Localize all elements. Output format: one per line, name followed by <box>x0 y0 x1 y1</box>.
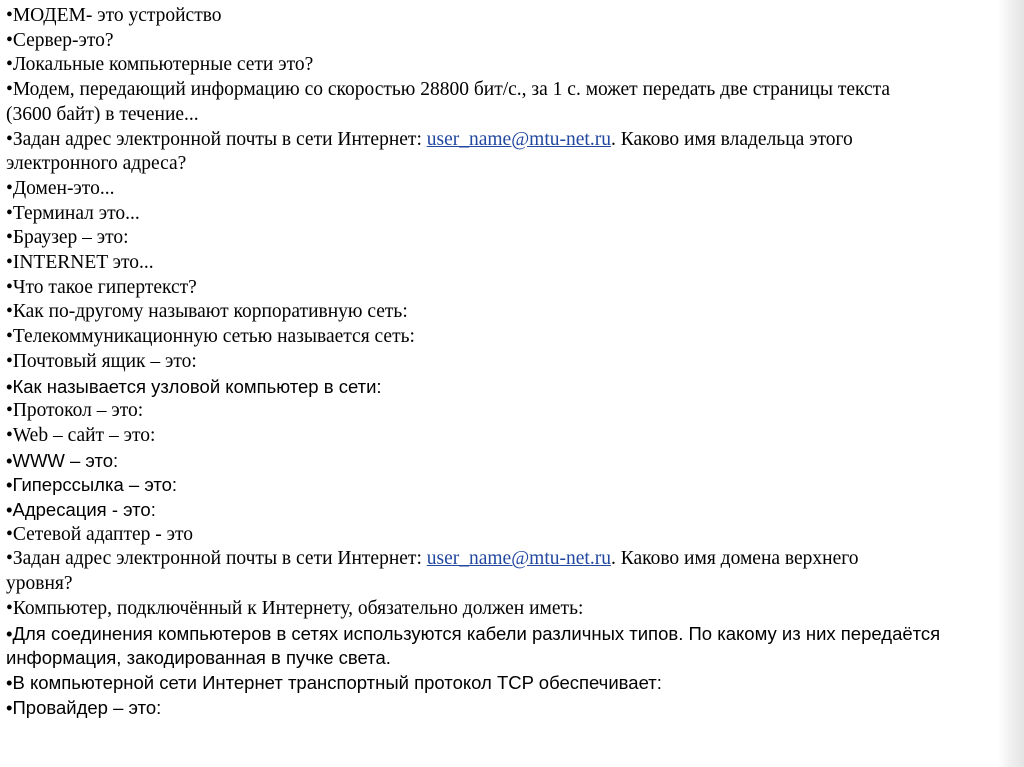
question-www: •WWW – это: <box>6 449 119 471</box>
question-hyperlink: •Гиперссылка – это: <box>6 474 178 496</box>
question-modem-speed-cont: (3600 байт) в течение... <box>6 103 199 125</box>
question-corporate-network: •Как по-другому называют корпоративную сеть: <box>6 301 408 323</box>
email-link-2[interactable]: user_name@mtu-net.ru <box>426 548 611 570</box>
question-cables: •Для соединения компьютеров в сетях используются кабели различных типов. По какому из них передаётся <box>6 622 941 644</box>
question-node-computer: •Как называется узловой компьютер в сети: <box>6 375 382 397</box>
question-protocol: •Протокол – это: <box>6 400 144 422</box>
question-telecom-network: •Телекоммуникационную сетью называется сеть: <box>6 326 415 348</box>
question-domain: •Домен-это... <box>6 177 115 199</box>
question-email-domain <box>6 547 1006 572</box>
question-email-owner-text-end: . Каково имя владельца этого <box>610 128 853 150</box>
question-hypertext: •Что такое гипертекст? <box>6 276 197 298</box>
question-network-adapter: •Сетевой адаптер - это <box>6 523 194 545</box>
question-modem-speed: •Модем, передающий информацию со скоростью 28800 бит/с., за 1 с. может передать две страницы текста <box>6 79 891 101</box>
question-email-domain-text: •Задан адрес электронной почты в сети Интернет: <box>6 548 427 570</box>
question-email-domain-cont: уровня? <box>6 573 73 595</box>
question-tcp: •В компьютерной сети Интернет транспортный протокол TCP обеспечивает: <box>6 671 662 693</box>
question-internet: •INTERNET это... <box>6 252 154 274</box>
question-list <box>6 4 1006 720</box>
question-email-domain-text-end: . Каково имя домена верхнего <box>610 548 859 570</box>
question-browser: •Браузер – это: <box>6 227 129 249</box>
question-email-owner-cont: электронного адреса? <box>6 153 187 175</box>
question-provider: •Провайдер – это: <box>6 696 162 718</box>
question-email-owner-text: •Задан адрес электронной почты в сети Интернет: <box>6 128 427 150</box>
question-mailbox: •Почтовый ящик – это: <box>6 350 197 372</box>
question-terminal: •Терминал это... <box>6 202 140 224</box>
question-server: •Сервер-это? <box>6 29 114 51</box>
question-local-networks: •Локальные компьютерные сети это? <box>6 54 314 76</box>
question-modem: •МОДЕМ- это устройство <box>6 5 222 26</box>
question-email-owner <box>6 128 1006 153</box>
question-addressing: •Адресация - это: <box>6 499 156 521</box>
email-link[interactable]: user_name@mtu-net.ru <box>426 128 611 150</box>
question-computer-requirements: •Компьютер, подключённый к Интернету, обязательно должен иметь: <box>6 597 584 619</box>
question-website: •Web – сайт – это: <box>6 424 156 446</box>
question-cables-cont: информация, закодированная в пучке света. <box>6 647 391 669</box>
